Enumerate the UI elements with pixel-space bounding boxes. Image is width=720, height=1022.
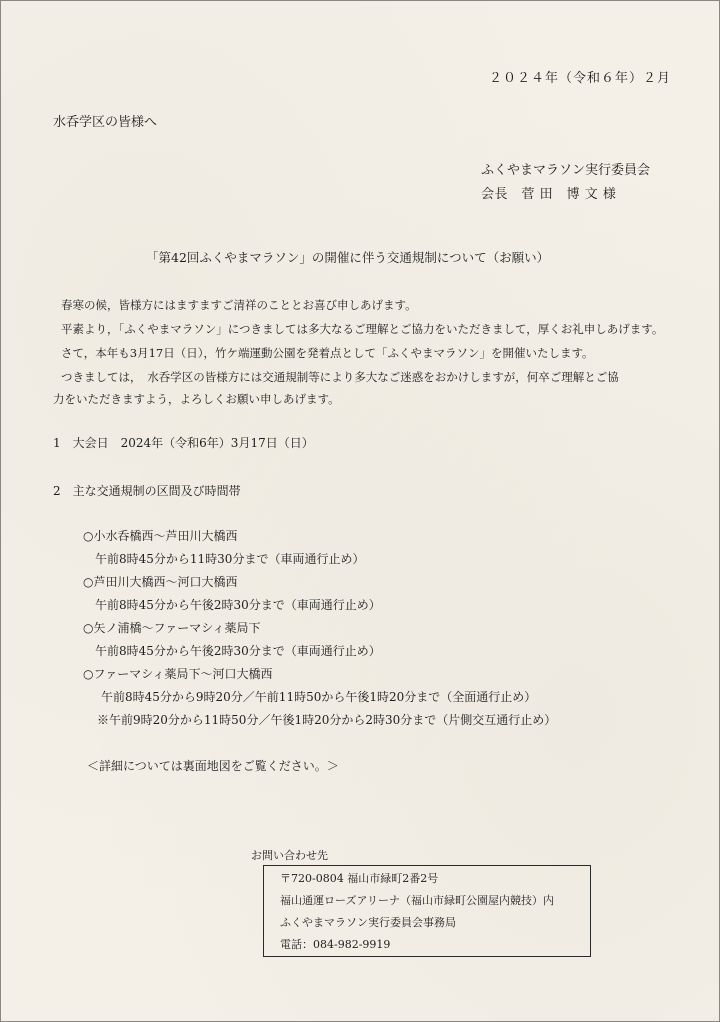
contact-postal: 〒720-0804 福山市緑町2番2号 [280, 872, 439, 885]
body-line: 力をいただきますよう，よろしくお願い申しあげます。 [53, 392, 340, 406]
map-note: ＜詳細については裏面地図をご覧ください。＞ [87, 759, 339, 773]
contact-venue: 福山通運ローズアリーナ（福山市緑町公園屋内競技）内 [280, 894, 555, 907]
route-time: 午前8時45分から11時30分まで（車両通行止め） [95, 552, 365, 566]
contact-box [263, 865, 591, 957]
route-item: ○矢ノ浦橋～ファーマシィ薬局下 [83, 621, 261, 635]
route-item: ○芦田川大橋西～河口大橋西 [83, 575, 238, 589]
body-line: つきましては， 水呑学区の皆様方には交通規制等により多大なご迷惑をおかけしますが，何卒ご理解とご協 [61, 370, 619, 384]
contact-office: ふくやまマラソン実行委員会事務局 [280, 916, 456, 929]
sender-organization: ふくやまマラソン実行委員会 [481, 163, 651, 178]
addressee: 水呑学区の皆様へ [53, 115, 158, 130]
document-date: ２０２４年（令和６年）２月 [488, 71, 671, 86]
route-item: ○ファーマシィ薬局下～河口大橋西 [83, 667, 273, 681]
body-line: 春寒の候，皆様方にはますますご清祥のこととお喜び申しあげます。 [61, 298, 417, 312]
contact-phone: 電話：084-982-9919 [280, 938, 391, 951]
route-time: 午前8時45分から9時20分／午前11時50から午後1時20分まで（全面通行止め） [101, 690, 537, 704]
traffic-section-heading: 2 主な交通規制の区間及び時間帯 [53, 484, 241, 498]
route-note: ※午前9時20分から11時50分／午後1時20分から2時30分まで（片側交互通行止め） [97, 713, 557, 727]
body-line: さて，本年も3月17日（日），竹ケ端運動公園を発着点として「ふくやまマラソン」を開催いたします。 [61, 346, 594, 360]
event-date-section: 1 大会日 2024年（令和6年）3月17日（日） [53, 436, 314, 450]
route-time: 午前8時45分から午後2時30分まで（車両通行止め） [95, 598, 381, 612]
route-item: ○小水呑橋西～芦田川大橋西 [83, 529, 238, 543]
sender-chairman: 会長 菅 田 博 文 様 [481, 187, 617, 202]
body-line: 平素より，「ふくやまマラソン」につきましては多大なるご理解とご協力をいただきまして，厚くお礼申しあげます。 [61, 322, 664, 336]
contact-label: お問い合わせ先 [251, 849, 328, 862]
document-title: 「第42回ふくやまマラソン」の開催に伴う交通規制について（お願い） [146, 250, 550, 265]
route-time: 午前8時45分から午後2時30分まで（車両通行止め） [95, 644, 381, 658]
